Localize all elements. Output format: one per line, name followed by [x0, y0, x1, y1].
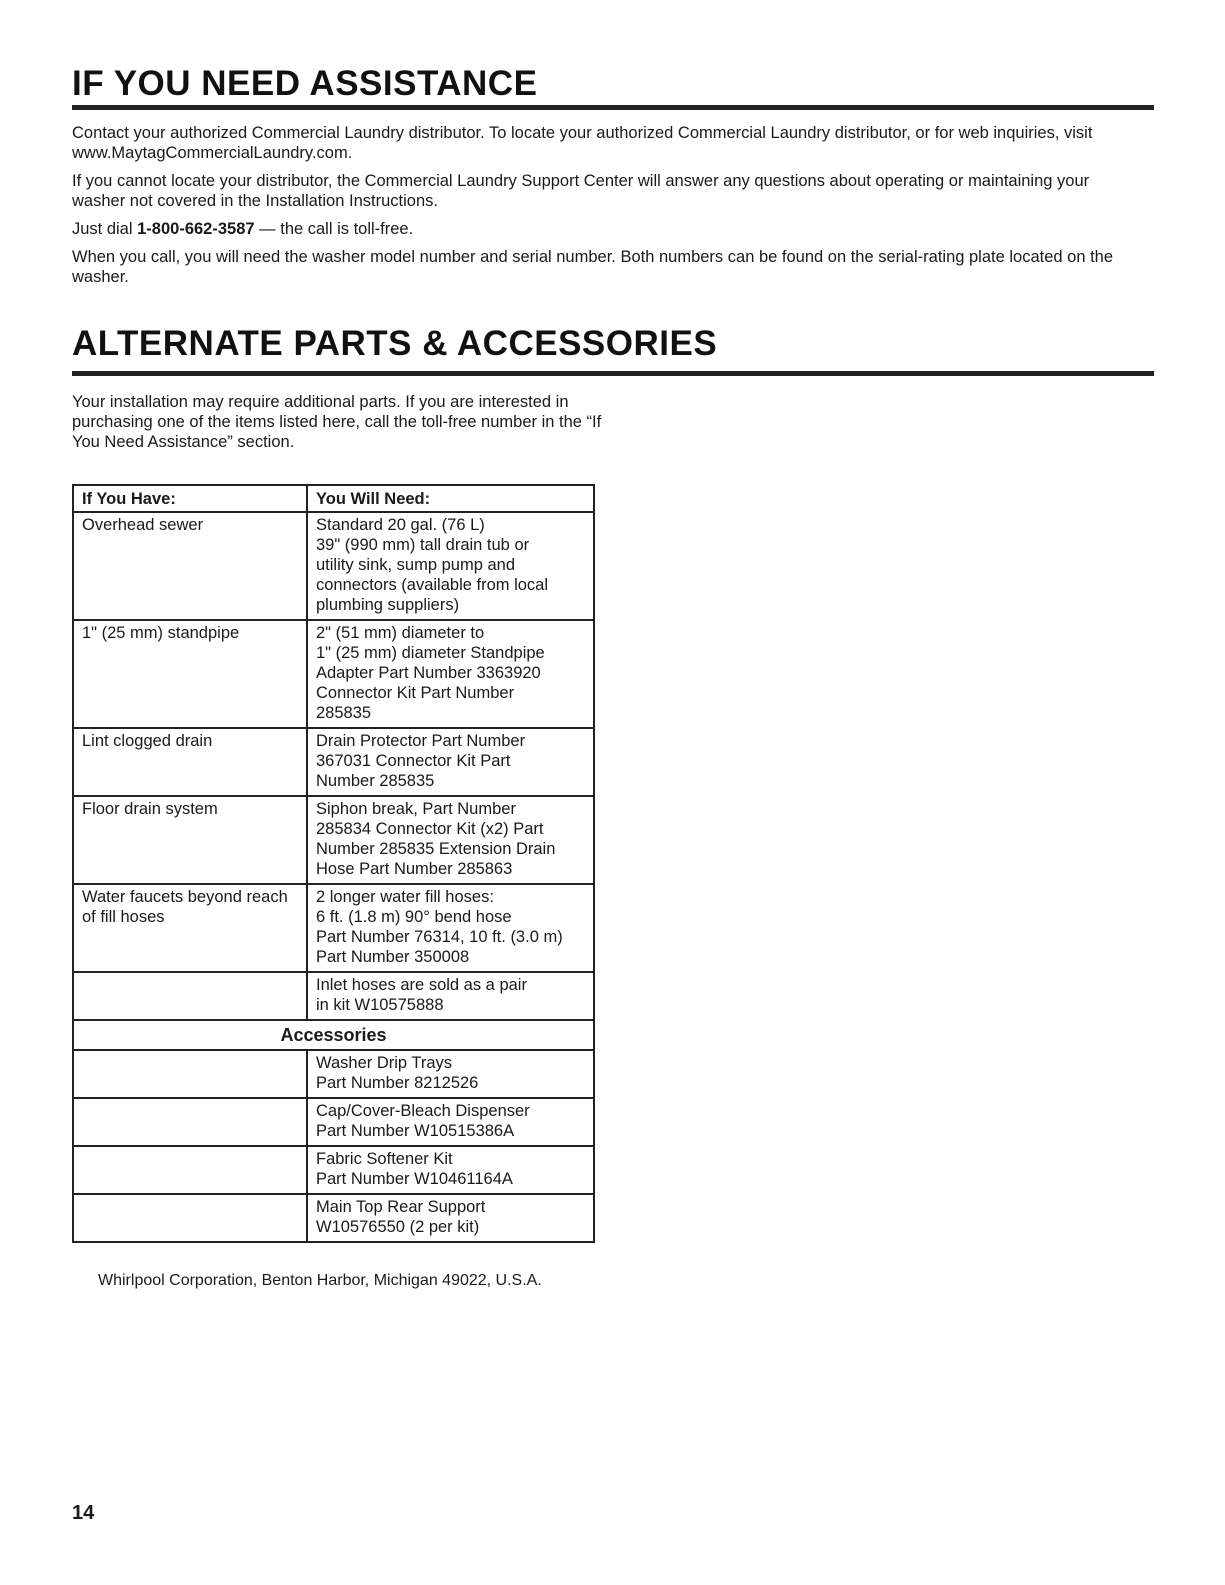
table-row	[73, 1194, 594, 1242]
cell-need-line: W10576550 (2 per kit)	[316, 1218, 480, 1236]
cell-need-line: in kit W10575888	[316, 996, 444, 1014]
cell-need	[307, 620, 594, 728]
cell-have: Overhead sewer	[73, 512, 307, 620]
section-title-parts: ALTERNATE PARTS & ACCESSORIES	[72, 324, 718, 363]
accessories-header-row	[73, 1020, 594, 1050]
cell-have	[73, 1146, 307, 1194]
assistance-paragraph: When you call, you will need the washer model number and serial number. Both numbers can be found on the serial-rating plate located on the washer.	[72, 248, 1114, 286]
cell-need-line: Part Number W10515386A	[316, 1122, 515, 1140]
cell-need-line: utility sink, sump pump and	[316, 556, 516, 574]
assistance-paragraph: If you cannot locate your distributor, the Commercial Laundry Support Center will answer any questions about operating or maintaining your washer not covered in the Installation Instructions.	[72, 172, 1090, 210]
accessories-header: Accessories	[73, 1020, 594, 1050]
cell-need-line: Part Number 8212526	[316, 1074, 479, 1092]
cell-need-line: Drain Protector Part Number	[316, 732, 526, 750]
assistance-dial-paragraph	[72, 219, 1132, 239]
cell-need	[307, 884, 594, 972]
cell-need-line: connectors (available from local	[316, 576, 549, 594]
page-number: 14	[72, 1502, 95, 1524]
cell-have	[73, 1194, 307, 1242]
column-header-have: If You Have:	[73, 485, 307, 512]
cell-need-line: Fabric Softener Kit	[316, 1150, 453, 1168]
dial-prefix: Just dial	[72, 220, 138, 238]
cell-have	[73, 1098, 307, 1146]
cell-need	[307, 512, 594, 620]
table-row	[73, 796, 594, 884]
cell-have: Lint clogged drain	[73, 728, 307, 796]
cell-need	[307, 972, 594, 1020]
cell-need-line: Siphon break, Part Number	[316, 800, 516, 818]
cell-need	[307, 1050, 594, 1098]
table-row	[73, 620, 594, 728]
dial-suffix: — the call is toll-free.	[254, 220, 414, 238]
cell-need-line: 2" (51 mm) diameter to	[316, 624, 485, 642]
cell-need-line: Cap/Cover-Bleach Dispenser	[316, 1102, 530, 1120]
cell-need-line: Part Number 76314, 10 ft. (3.0 m)	[316, 928, 563, 946]
cell-have: Water faucets beyond reach of fill hoses	[73, 884, 307, 972]
cell-need-line: Number 285835 Extension Drain	[316, 840, 556, 858]
parts-table	[72, 484, 595, 1243]
cell-need-line: 285835	[316, 704, 372, 722]
cell-need	[307, 1098, 594, 1146]
assistance-body	[72, 123, 1132, 295]
section-divider	[72, 105, 1154, 110]
parts-intro: Your installation may require additional parts. If you are interested in purchasing one of the items listed here, call the toll-free number in the “If You Need Assistance” section.	[72, 393, 602, 451]
cell-need-line: 285834 Connector Kit (x2) Part	[316, 820, 544, 838]
cell-need-line: 6 ft. (1.8 m) 90° bend hose	[316, 908, 512, 926]
cell-need-line: 39" (990 mm) tall drain tub or	[316, 536, 530, 554]
cell-need-line: Part Number 350008	[316, 948, 470, 966]
cell-need-line: plumbing suppliers)	[316, 596, 460, 614]
cell-need-line: Hose Part Number 285863	[316, 860, 513, 878]
cell-need-line: Standard 20 gal. (76 L)	[316, 516, 485, 534]
column-header-need: You Will Need:	[307, 485, 594, 512]
cell-need-line: Adapter Part Number 3363920	[316, 664, 541, 682]
assistance-paragraph: Contact your authorized Commercial Laundry distributor. To locate your authorized Commercial Laundry distributor, or for web inquiries, visit www.MaytagCommercialLaundry.com.	[72, 124, 1093, 162]
table-row	[73, 884, 594, 972]
table-row	[73, 972, 594, 1020]
corporation-address: Whirlpool Corporation, Benton Harbor, Michigan 49022, U.S.A.	[98, 1272, 542, 1289]
cell-have: Floor drain system	[73, 796, 307, 884]
cell-need-line: Connector Kit Part Number	[316, 684, 515, 702]
table-row	[73, 512, 594, 620]
table-header-row	[73, 485, 594, 512]
cell-need-line: Inlet hoses are sold as a pair	[316, 976, 527, 994]
table-row	[73, 1146, 594, 1194]
cell-have	[73, 972, 307, 1020]
cell-have: 1" (25 mm) standpipe	[73, 620, 307, 728]
section-title-assistance: IF YOU NEED ASSISTANCE	[72, 64, 538, 103]
phone-number: 1-800-662-3587	[137, 220, 255, 238]
section-divider	[72, 371, 1154, 376]
cell-need-line: 1" (25 mm) diameter Standpipe	[316, 644, 545, 662]
cell-need-line: Number 285835	[316, 772, 435, 790]
cell-need	[307, 1194, 594, 1242]
cell-need	[307, 796, 594, 884]
cell-need-line: Main Top Rear Support	[316, 1198, 486, 1216]
cell-have	[73, 1050, 307, 1098]
cell-need	[307, 1146, 594, 1194]
table-row	[73, 1098, 594, 1146]
table-row	[73, 728, 594, 796]
cell-need-line: 367031 Connector Kit Part	[316, 752, 511, 770]
cell-need	[307, 728, 594, 796]
cell-need-line: Part Number W10461164A	[316, 1170, 513, 1188]
cell-need-line: 2 longer water fill hoses:	[316, 888, 494, 906]
cell-need-line: Washer Drip Trays	[316, 1054, 452, 1072]
table-row	[73, 1050, 594, 1098]
